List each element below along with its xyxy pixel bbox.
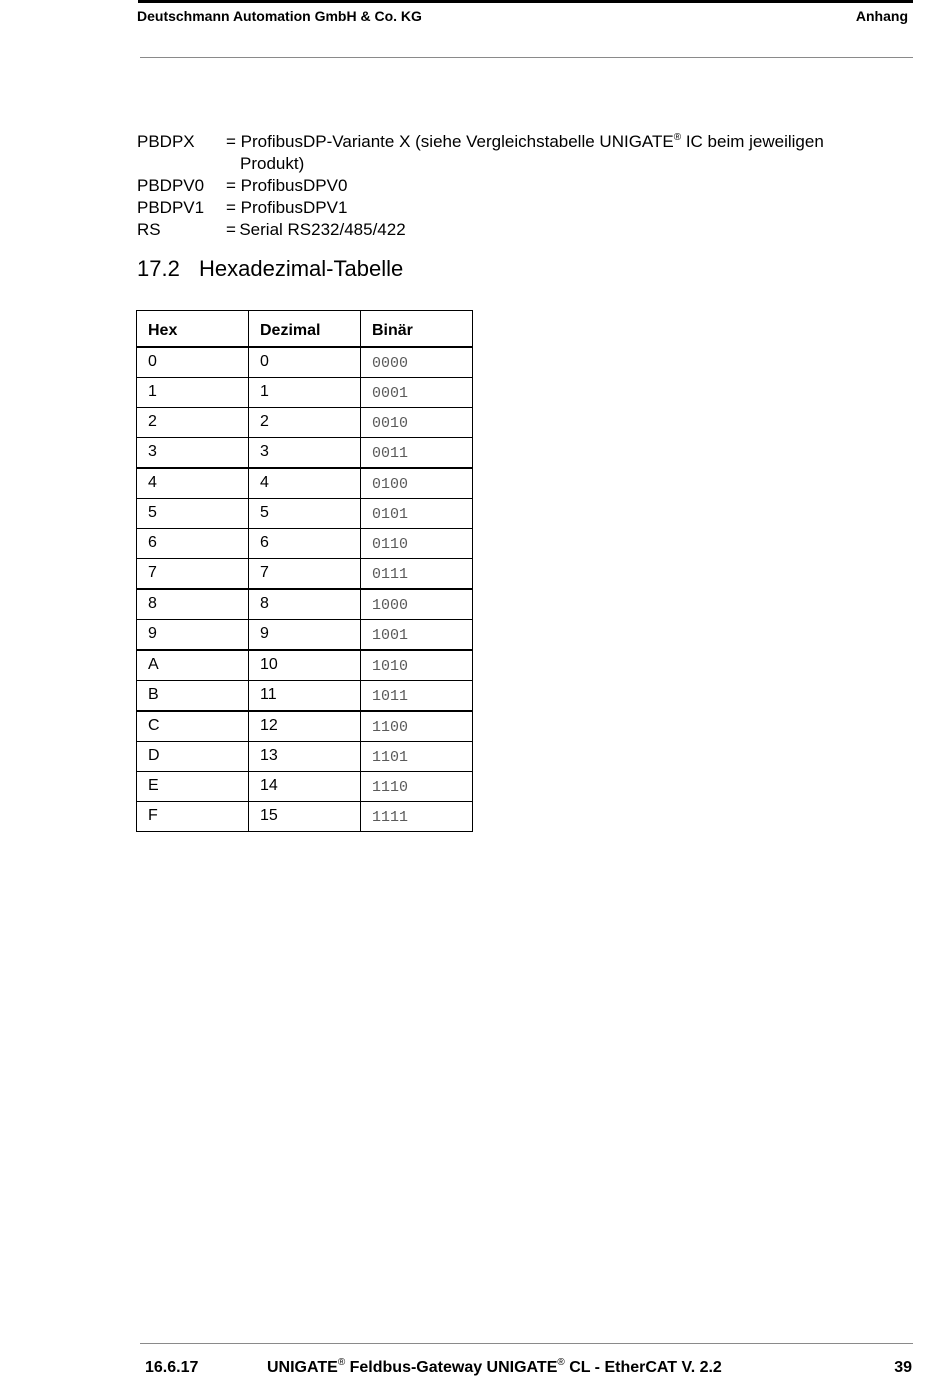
cell-binary: 0010: [361, 407, 473, 437]
header-rule: [140, 57, 913, 58]
cell-hex: F: [137, 801, 249, 831]
cell-binary: 0000: [361, 347, 473, 378]
cell-hex: 3: [137, 437, 249, 468]
footer-date: 16.6.17: [145, 1359, 199, 1376]
abbreviation-continuation: Produkt): [240, 154, 305, 173]
cell-binary: 0101: [361, 498, 473, 528]
abbreviation-key: RS: [137, 220, 161, 239]
table-row: [137, 407, 473, 437]
table-row: [137, 558, 473, 589]
cell-binary: 1000: [361, 589, 473, 620]
table-row: [137, 650, 473, 681]
table-row: [137, 498, 473, 528]
cell-hex: 4: [137, 468, 249, 499]
cell-binary: 0100: [361, 468, 473, 499]
cell-decimal: 15: [249, 801, 361, 831]
abbreviation-key: PBDPV1: [137, 198, 205, 217]
cell-binary: 1010: [361, 650, 473, 681]
cell-binary: 1011: [361, 680, 473, 711]
abbreviation-value: = ProfibusDPV0: [226, 176, 348, 195]
column-header-hex: Hex: [137, 311, 249, 347]
table-row: [137, 801, 473, 831]
abbreviation-value: = Serial RS232/485/422: [226, 220, 406, 239]
abbreviation-key: PBDPV0: [137, 176, 205, 195]
cell-decimal: 12: [249, 711, 361, 742]
cell-binary: 0111: [361, 558, 473, 589]
cell-decimal: 14: [249, 771, 361, 801]
header-section: Anhang: [855, 8, 908, 24]
section-heading: [137, 256, 403, 282]
cell-decimal: 7: [249, 558, 361, 589]
abbreviation-key: PBDPX: [137, 132, 195, 151]
cell-hex: E: [137, 771, 249, 801]
cell-decimal: 13: [249, 741, 361, 771]
cell-hex: A: [137, 650, 249, 681]
cell-hex: D: [137, 741, 249, 771]
cell-binary: 1101: [361, 741, 473, 771]
table-row: [137, 528, 473, 558]
abbreviation-list: [137, 131, 876, 241]
abbreviation-row: [137, 219, 876, 241]
header-company: Deutschmann Automation GmbH & Co. KG: [137, 8, 422, 24]
table-row: [137, 468, 473, 499]
table-row: [137, 619, 473, 650]
cell-hex: 9: [137, 619, 249, 650]
cell-binary: 1100: [361, 711, 473, 742]
table-row: [137, 680, 473, 711]
section-title: Hexadezimal-Tabelle: [199, 256, 404, 281]
cell-hex: 6: [137, 528, 249, 558]
table-row: [137, 741, 473, 771]
top-rule: [138, 0, 913, 3]
table-row: [137, 347, 473, 378]
cell-decimal: 8: [249, 589, 361, 620]
abbreviation-value: = ProfibusDP-Variante X (siehe Vergleichstabelle UNIGATE® IC beim jeweiligen: [226, 132, 824, 151]
footer-title: UNIGATE® Feldbus-Gateway UNIGATE® CL - EtherCAT V. 2.2: [267, 1357, 722, 1376]
cell-decimal: 9: [249, 619, 361, 650]
abbreviation-row: [137, 131, 876, 153]
column-header-binary: Binär: [361, 311, 473, 347]
cell-decimal: 3: [249, 437, 361, 468]
cell-decimal: 10: [249, 650, 361, 681]
table-body: [137, 347, 473, 832]
footer-rule: [140, 1343, 913, 1344]
table-row: [137, 437, 473, 468]
cell-decimal: 0: [249, 347, 361, 378]
section-number: 17.2: [137, 256, 180, 281]
abbreviation-row: [137, 175, 876, 197]
cell-hex: C: [137, 711, 249, 742]
table-row: [137, 711, 473, 742]
table-header-row: [137, 311, 473, 347]
cell-hex: 5: [137, 498, 249, 528]
cell-binary: 1111: [361, 801, 473, 831]
abbreviation-row: [137, 197, 876, 219]
cell-binary: 1110: [361, 771, 473, 801]
cell-binary: 1001: [361, 619, 473, 650]
abbreviation-value: = ProfibusDPV1: [226, 198, 348, 217]
cell-decimal: 2: [249, 407, 361, 437]
cell-decimal: 6: [249, 528, 361, 558]
table-row: [137, 589, 473, 620]
cell-hex: 2: [137, 407, 249, 437]
cell-hex: B: [137, 680, 249, 711]
cell-hex: 8: [137, 589, 249, 620]
cell-hex: 0: [137, 347, 249, 378]
cell-decimal: 11: [249, 680, 361, 711]
cell-binary: 0011: [361, 437, 473, 468]
cell-hex: 7: [137, 558, 249, 589]
footer-page-number: 39: [894, 1359, 912, 1376]
column-header-decimal: Dezimal: [249, 311, 361, 347]
cell-hex: 1: [137, 377, 249, 407]
cell-decimal: 5: [249, 498, 361, 528]
cell-binary: 0110: [361, 528, 473, 558]
table-row: [137, 377, 473, 407]
cell-decimal: 4: [249, 468, 361, 499]
cell-binary: 0001: [361, 377, 473, 407]
cell-decimal: 1: [249, 377, 361, 407]
hex-table: [136, 310, 473, 832]
table-row: [137, 771, 473, 801]
